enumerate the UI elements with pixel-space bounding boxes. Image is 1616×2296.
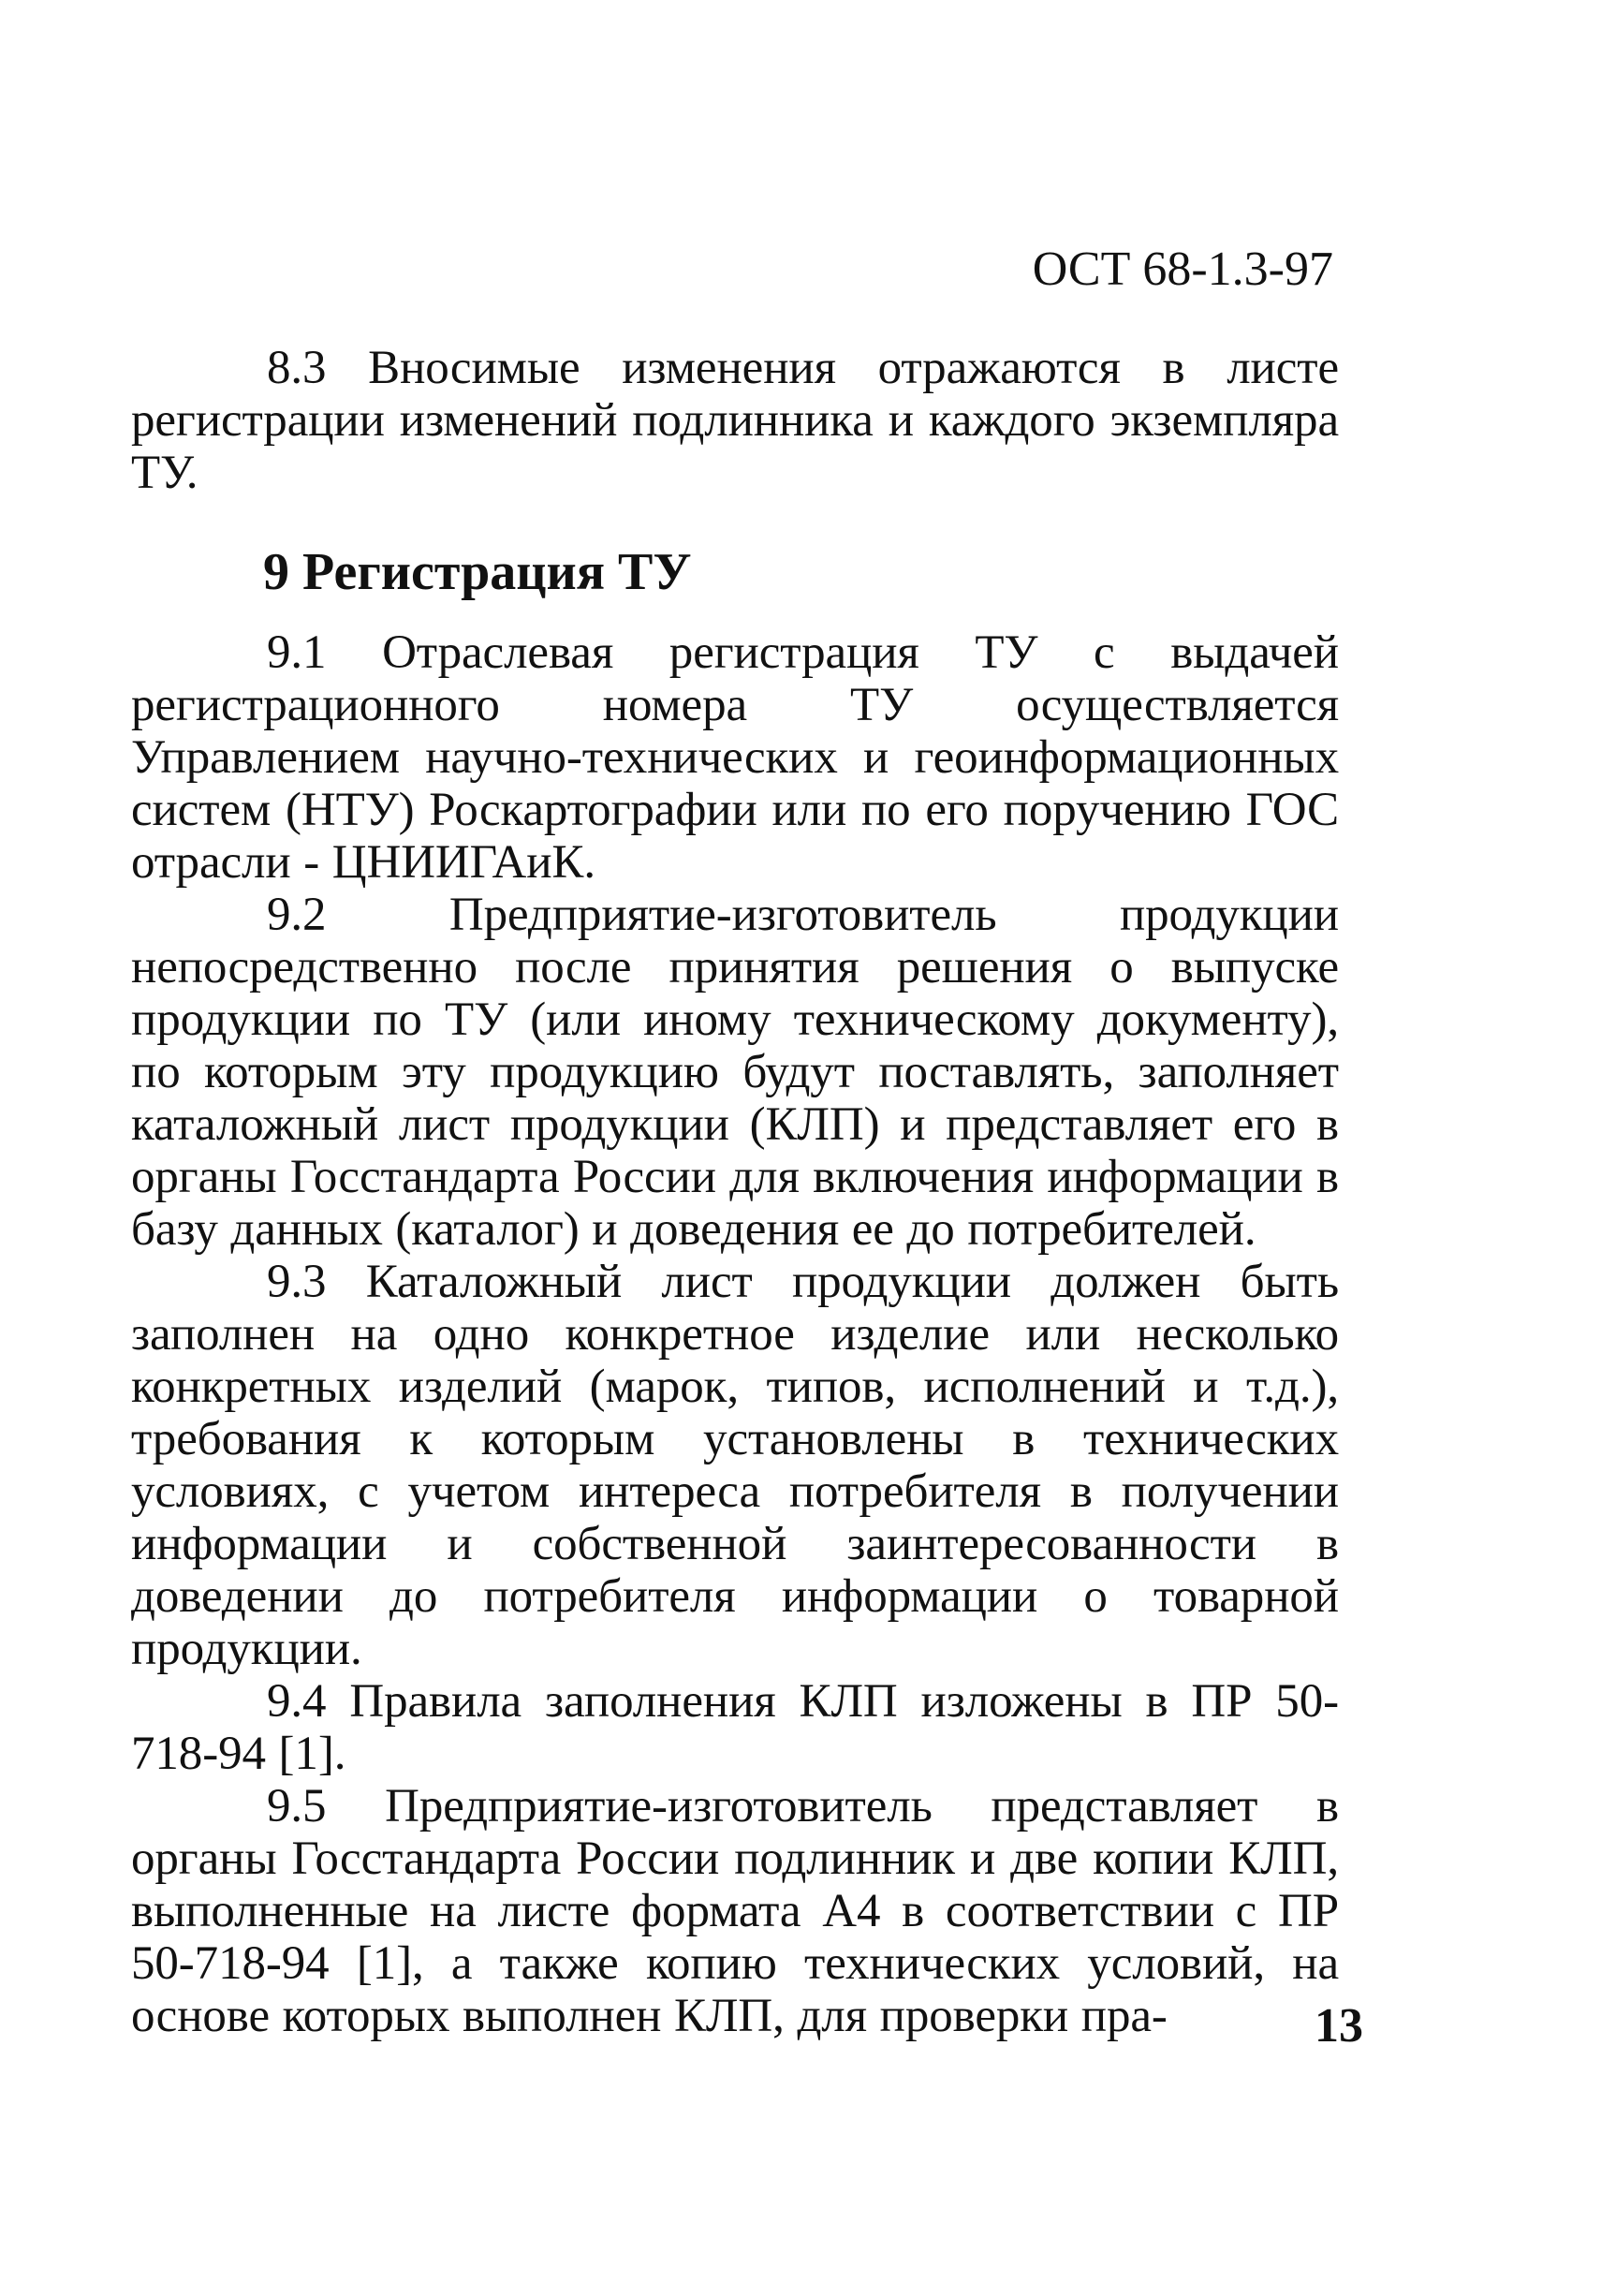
paragraph-9-4: 9.4 Правила заполнения КЛП изложены в ПР 50-718-94 [1].	[131, 1675, 1339, 1780]
page-content	[131, 342, 1339, 2042]
section-heading: 9 Регистрация ТУ	[263, 543, 692, 601]
paragraph-9-1: 9.1 Отраслевая регистрация ТУ с выдачей регистрационного номера ТУ осуществляется Управлением научно-технических и геоинформационных систем (НТУ) Роскартографии или по его поручению ГОС отрасли - ЦНИИГАиК.	[131, 626, 1339, 889]
page-number: 13	[1315, 1999, 1363, 2053]
paragraph-9-5: 9.5 Предприятие-изготовитель представляет в органы Госстандарта России подлинник и две копии КЛП, выполненные на листе формата А4 в соответствии с ПР 50-718-94 [1], а также копию технических условий, на основе которых выполнен КЛП, для проверки пра-	[131, 1780, 1339, 2042]
paragraph-8-3: 8.3 Вносимые изменения отражаются в листе регистрации изменений подлинника и каждого экземпляра ТУ.	[131, 342, 1339, 499]
paragraph-9-3: 9.3 Каталожный лист продукции должен быть заполнен на одно конкретное изделие или несколько конкретных изделий (марок, типов, исполнений и т.д.), требования к которым установлены в технических условиях, с учетом интереса потребителя в получении информации и собственной заинтересованности в доведении до потребителя информации о товарной продукции.	[131, 1256, 1339, 1675]
document-code: ОСТ 68-1.3-97	[1032, 243, 1333, 296]
paragraph-9-2: 9.2 Предприятие-изготовитель продукции непосредственно после принятия решения о выпуске продукции по ТУ (или иному техническому документу), по которым эту продукцию будут поставлять, заполняет каталожный лист продукции (КЛП) и представляет его в органы Госстандарта России для включения информации в базу данных (каталог) и доведения ее до потребителей.	[131, 889, 1339, 1256]
